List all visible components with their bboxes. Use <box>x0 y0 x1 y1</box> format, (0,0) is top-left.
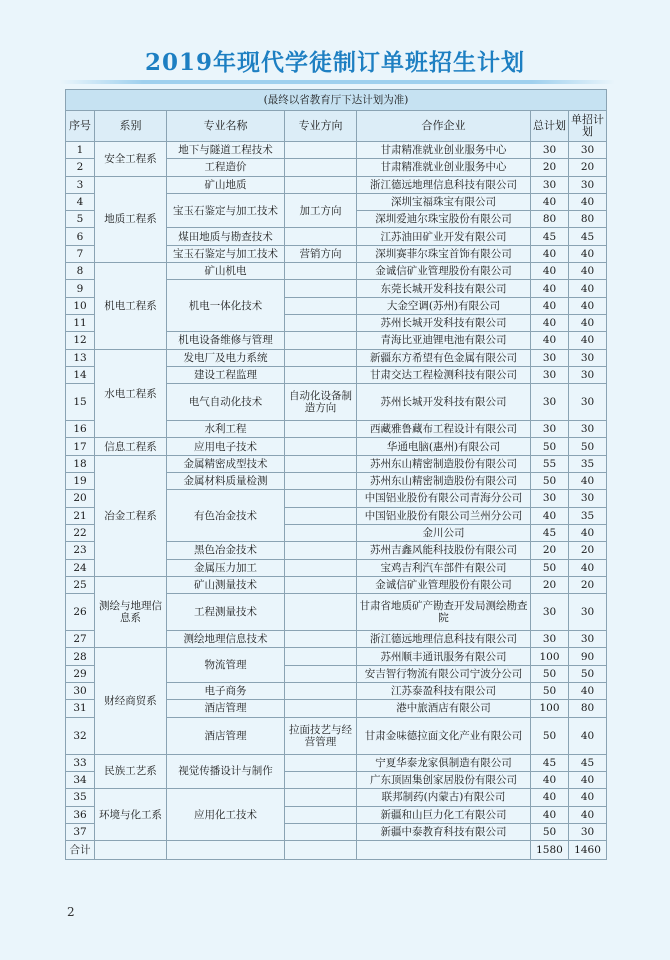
row-seq: 22 <box>66 524 95 541</box>
table-row <box>66 263 607 280</box>
row-direction <box>285 438 357 455</box>
row-seq: 16 <box>66 421 95 438</box>
row-direction: 拉面技艺与经营管理 <box>285 717 357 754</box>
row-seq: 29 <box>66 665 95 682</box>
row-total: 20 <box>531 576 569 593</box>
row-total: 20 <box>531 159 569 176</box>
row-total: 40 <box>531 507 569 524</box>
total-row <box>66 841 607 860</box>
row-order: 30 <box>569 384 607 421</box>
row-partner: 甘肃精准就业创业服务中心 <box>357 159 531 176</box>
row-partner: 新疆和山巨力化工有限公司 <box>357 806 531 823</box>
row-seq: 8 <box>66 263 95 280</box>
row-partner: 甘肃精准就业创业服务中心 <box>357 142 531 159</box>
row-order: 35 <box>569 455 607 472</box>
row-seq: 34 <box>66 771 95 788</box>
row-order: 45 <box>569 754 607 771</box>
row-seq: 11 <box>66 314 95 331</box>
total-empty-cell <box>167 841 285 860</box>
row-direction <box>285 176 357 193</box>
row-order: 40 <box>569 789 607 806</box>
row-order: 30 <box>569 631 607 648</box>
row-direction <box>285 280 357 297</box>
row-direction: 自动化设备制造方向 <box>285 384 357 421</box>
row-total: 50 <box>531 823 569 840</box>
total-label: 合计 <box>66 841 95 860</box>
row-seq: 18 <box>66 455 95 472</box>
row-total: 30 <box>531 421 569 438</box>
row-major: 测绘地理信息技术 <box>167 631 285 648</box>
row-total: 40 <box>531 263 569 280</box>
row-partner: 大金空调(苏州)有限公司 <box>357 297 531 314</box>
row-major: 工程测量技术 <box>167 594 285 631</box>
row-major: 应用电子技术 <box>167 438 285 455</box>
header-direction: 专业方向 <box>285 111 357 142</box>
note-row <box>66 90 607 111</box>
row-major: 矿山地质 <box>167 176 285 193</box>
row-order: 40 <box>569 193 607 210</box>
row-major: 黑色冶金技术 <box>167 542 285 559</box>
row-direction <box>285 455 357 472</box>
row-seq: 7 <box>66 245 95 262</box>
row-major: 矿山测量技术 <box>167 576 285 593</box>
table-row <box>66 789 607 806</box>
row-partner: 江苏油田矿业开发有限公司 <box>357 228 531 245</box>
enrollment-plan-table <box>65 89 607 860</box>
row-direction <box>285 142 357 159</box>
row-major: 矿山机电 <box>167 263 285 280</box>
row-total: 40 <box>531 789 569 806</box>
row-order: 40 <box>569 332 607 349</box>
row-seq: 27 <box>66 631 95 648</box>
table-row <box>66 438 607 455</box>
row-seq: 5 <box>66 211 95 228</box>
row-partner: 中国铝业股份有限公司青海分公司 <box>357 490 531 507</box>
row-order: 30 <box>569 349 607 366</box>
row-seq: 12 <box>66 332 95 349</box>
row-order: 20 <box>569 542 607 559</box>
table-row <box>66 754 607 771</box>
row-total: 50 <box>531 559 569 576</box>
row-order: 40 <box>569 297 607 314</box>
row-partner: 安吉智行物流有限公司宁波分公司 <box>357 665 531 682</box>
row-seq: 32 <box>66 717 95 754</box>
row-order: 30 <box>569 490 607 507</box>
row-partner: 苏州长城开发科技有限公司 <box>357 384 531 421</box>
row-seq: 13 <box>66 349 95 366</box>
row-total: 30 <box>531 490 569 507</box>
row-order: 45 <box>569 228 607 245</box>
table-row <box>66 142 607 159</box>
row-direction <box>285 349 357 366</box>
row-total: 50 <box>531 438 569 455</box>
row-partner: 苏州吉鑫风能科技股份有限公司 <box>357 542 531 559</box>
row-total: 30 <box>531 384 569 421</box>
plan-note: (最终以省教育厅下达计划为准) <box>66 90 607 111</box>
row-major: 机电一体化技术 <box>167 280 285 332</box>
row-order: 30 <box>569 421 607 438</box>
row-seq: 20 <box>66 490 95 507</box>
total-empty-cell <box>285 841 357 860</box>
row-partner: 青海比亚迪锂电池有限公司 <box>357 332 531 349</box>
row-major: 应用化工技术 <box>167 789 285 841</box>
row-total: 40 <box>531 245 569 262</box>
row-direction <box>285 806 357 823</box>
row-partner: 苏州东山精密制造股份有限公司 <box>357 455 531 472</box>
row-total: 45 <box>531 228 569 245</box>
row-direction <box>285 700 357 717</box>
row-partner: 金诚信矿业管理股份有限公司 <box>357 263 531 280</box>
row-direction <box>285 631 357 648</box>
row-seq: 4 <box>66 193 95 210</box>
row-partner: 甘肃金味德拉面文化产业有限公司 <box>357 717 531 754</box>
row-seq: 17 <box>66 438 95 455</box>
row-total: 40 <box>531 806 569 823</box>
row-major: 酒店管理 <box>167 717 285 754</box>
row-order: 40 <box>569 559 607 576</box>
row-direction <box>285 576 357 593</box>
header-dept: 系别 <box>95 111 167 142</box>
title-divider <box>60 80 615 84</box>
row-seq: 19 <box>66 473 95 490</box>
row-dept: 冶金工程系 <box>95 455 167 576</box>
row-direction <box>285 473 357 490</box>
row-partner: 联邦制药(内蒙古)有限公司 <box>357 789 531 806</box>
row-partner: 深圳宝福珠宝有限公司 <box>357 193 531 210</box>
row-partner: 宝鸡吉利汽车部件有限公司 <box>357 559 531 576</box>
row-seq: 37 <box>66 823 95 840</box>
row-order: 40 <box>569 683 607 700</box>
row-order: 20 <box>569 159 607 176</box>
row-dept: 环境与化工系 <box>95 789 167 841</box>
row-total: 40 <box>531 280 569 297</box>
row-major: 宝玉石鉴定与加工技术 <box>167 193 285 228</box>
row-order: 40 <box>569 717 607 754</box>
total-plan-sum: 1580 <box>531 841 569 860</box>
row-partner: 苏州长城开发科技有限公司 <box>357 314 531 331</box>
row-total: 30 <box>531 349 569 366</box>
row-major: 金属精密成型技术 <box>167 455 285 472</box>
row-seq: 10 <box>66 297 95 314</box>
row-direction <box>285 263 357 280</box>
row-major: 水利工程 <box>167 421 285 438</box>
row-direction <box>285 297 357 314</box>
row-total: 40 <box>531 314 569 331</box>
row-direction <box>285 507 357 524</box>
row-partner: 金诚信矿业管理股份有限公司 <box>357 576 531 593</box>
row-order: 50 <box>569 665 607 682</box>
row-total: 50 <box>531 473 569 490</box>
row-direction <box>285 159 357 176</box>
row-partner: 宁夏华泰龙家俱制造有限公司 <box>357 754 531 771</box>
row-direction <box>285 524 357 541</box>
page-title: 2019年现代学徒制订单班招生计划 <box>144 49 525 76</box>
row-seq: 33 <box>66 754 95 771</box>
row-seq: 23 <box>66 542 95 559</box>
row-dept: 地质工程系 <box>95 176 167 262</box>
table-row <box>66 455 607 472</box>
row-major: 建设工程监理 <box>167 366 285 383</box>
total-empty-cell <box>95 841 167 860</box>
row-major: 物流管理 <box>167 648 285 683</box>
row-partner: 新疆东方希望有色金属有限公司 <box>357 349 531 366</box>
row-order: 30 <box>569 823 607 840</box>
row-order: 40 <box>569 245 607 262</box>
row-total: 20 <box>531 542 569 559</box>
row-partner: 苏州东山精密制造股份有限公司 <box>357 473 531 490</box>
row-order: 40 <box>569 806 607 823</box>
row-order: 40 <box>569 771 607 788</box>
row-total: 55 <box>531 455 569 472</box>
row-direction <box>285 648 357 665</box>
row-seq: 6 <box>66 228 95 245</box>
row-total: 30 <box>531 631 569 648</box>
row-partner: 江苏泰盈科技有限公司 <box>357 683 531 700</box>
row-major: 视觉传播设计与制作 <box>167 754 285 789</box>
header-partner: 合作企业 <box>357 111 531 142</box>
table-row <box>66 576 607 593</box>
row-partner: 苏州顺丰通讯服务有限公司 <box>357 648 531 665</box>
row-partner: 甘肃交达工程检测科技有限公司 <box>357 366 531 383</box>
table-row <box>66 648 607 665</box>
row-total: 50 <box>531 717 569 754</box>
row-direction <box>285 665 357 682</box>
row-seq: 24 <box>66 559 95 576</box>
row-order: 30 <box>569 142 607 159</box>
row-total: 50 <box>531 665 569 682</box>
row-order: 30 <box>569 176 607 193</box>
row-seq: 3 <box>66 176 95 193</box>
row-seq: 1 <box>66 142 95 159</box>
row-direction <box>285 366 357 383</box>
row-dept: 机电工程系 <box>95 263 167 349</box>
row-partner: 西藏雅鲁藏布工程设计有限公司 <box>357 421 531 438</box>
row-direction <box>285 228 357 245</box>
row-dept: 民族工艺系 <box>95 754 167 789</box>
table-row <box>66 176 607 193</box>
row-order: 30 <box>569 594 607 631</box>
row-direction: 营销方向 <box>285 245 357 262</box>
row-order: 80 <box>569 700 607 717</box>
row-partner: 广东顶固集创家居股份有限公司 <box>357 771 531 788</box>
row-total: 40 <box>531 332 569 349</box>
total-empty-cell <box>357 841 531 860</box>
row-partner: 华通电脑(惠州)有限公司 <box>357 438 531 455</box>
row-total: 40 <box>531 297 569 314</box>
row-order: 80 <box>569 211 607 228</box>
row-total: 100 <box>531 700 569 717</box>
row-partner: 浙江德远地理信息科技有限公司 <box>357 631 531 648</box>
row-order: 35 <box>569 507 607 524</box>
row-dept: 财经商贸系 <box>95 648 167 754</box>
row-order: 30 <box>569 366 607 383</box>
row-seq: 35 <box>66 789 95 806</box>
row-total: 30 <box>531 176 569 193</box>
row-direction <box>285 771 357 788</box>
row-seq: 14 <box>66 366 95 383</box>
row-order: 50 <box>569 438 607 455</box>
row-seq: 26 <box>66 594 95 631</box>
row-major: 金属压力加工 <box>167 559 285 576</box>
row-direction <box>285 421 357 438</box>
row-partner: 港中旅酒店有限公司 <box>357 700 531 717</box>
row-direction <box>285 314 357 331</box>
row-partner: 浙江德远地理信息科技有限公司 <box>357 176 531 193</box>
row-total: 30 <box>531 594 569 631</box>
row-order: 40 <box>569 263 607 280</box>
row-partner: 深圳赛菲尔珠宝首饰有限公司 <box>357 245 531 262</box>
row-order: 20 <box>569 576 607 593</box>
row-direction <box>285 594 357 631</box>
row-order: 90 <box>569 648 607 665</box>
row-partner: 新疆中泰教育科技有限公司 <box>357 823 531 840</box>
row-partner: 深圳爱迪尔珠宝股份有限公司 <box>357 211 531 228</box>
row-major: 煤田地质与勘查技术 <box>167 228 285 245</box>
header-seq: 序号 <box>66 111 95 142</box>
header-row <box>66 111 607 142</box>
row-seq: 36 <box>66 806 95 823</box>
row-order: 40 <box>569 473 607 490</box>
row-total: 50 <box>531 683 569 700</box>
row-major: 机电设备维修与管理 <box>167 332 285 349</box>
row-major: 发电厂及电力系统 <box>167 349 285 366</box>
header-major: 专业名称 <box>167 111 285 142</box>
row-major: 电子商务 <box>167 683 285 700</box>
row-total: 45 <box>531 524 569 541</box>
row-partner: 中国铝业股份有限公司兰州分公司 <box>357 507 531 524</box>
row-direction <box>285 559 357 576</box>
header-total: 总计划 <box>531 111 569 142</box>
row-total: 40 <box>531 193 569 210</box>
row-total: 30 <box>531 366 569 383</box>
row-direction <box>285 789 357 806</box>
row-major: 酒店管理 <box>167 700 285 717</box>
header-order: 单招计划 <box>569 111 607 142</box>
row-order: 40 <box>569 280 607 297</box>
row-total: 40 <box>531 771 569 788</box>
row-seq: 28 <box>66 648 95 665</box>
row-seq: 15 <box>66 384 95 421</box>
row-order: 40 <box>569 524 607 541</box>
row-partner: 金川公司 <box>357 524 531 541</box>
row-total: 100 <box>531 648 569 665</box>
row-dept: 水电工程系 <box>95 349 167 438</box>
row-seq: 9 <box>66 280 95 297</box>
row-total: 45 <box>531 754 569 771</box>
row-direction: 加工方向 <box>285 193 357 228</box>
row-partner: 东莞长城开发科技有限公司 <box>357 280 531 297</box>
row-seq: 21 <box>66 507 95 524</box>
row-major: 工程造价 <box>167 159 285 176</box>
row-seq: 25 <box>66 576 95 593</box>
row-direction <box>285 490 357 507</box>
row-seq: 2 <box>66 159 95 176</box>
row-direction <box>285 683 357 700</box>
table-row <box>66 349 607 366</box>
row-major: 金属材料质量检测 <box>167 473 285 490</box>
row-dept: 测绘与地理信息系 <box>95 576 167 648</box>
row-major: 宝玉石鉴定与加工技术 <box>167 245 285 262</box>
row-seq: 31 <box>66 700 95 717</box>
row-partner: 甘肃省地质矿产勘查开发局测绘勘查院 <box>357 594 531 631</box>
row-total: 30 <box>531 142 569 159</box>
row-seq: 30 <box>66 683 95 700</box>
row-major: 电气自动化技术 <box>167 384 285 421</box>
row-direction <box>285 823 357 840</box>
row-dept: 信息工程系 <box>95 438 167 455</box>
row-major: 地下与隧道工程技术 <box>167 142 285 159</box>
page-number: 2 <box>67 905 75 919</box>
row-total: 80 <box>531 211 569 228</box>
enrollment-table-container <box>65 89 606 860</box>
row-direction <box>285 754 357 771</box>
row-major: 有色冶金技术 <box>167 490 285 542</box>
total-order-sum: 1460 <box>569 841 607 860</box>
row-dept: 安全工程系 <box>95 142 167 177</box>
row-direction <box>285 332 357 349</box>
row-order: 40 <box>569 314 607 331</box>
row-direction <box>285 542 357 559</box>
